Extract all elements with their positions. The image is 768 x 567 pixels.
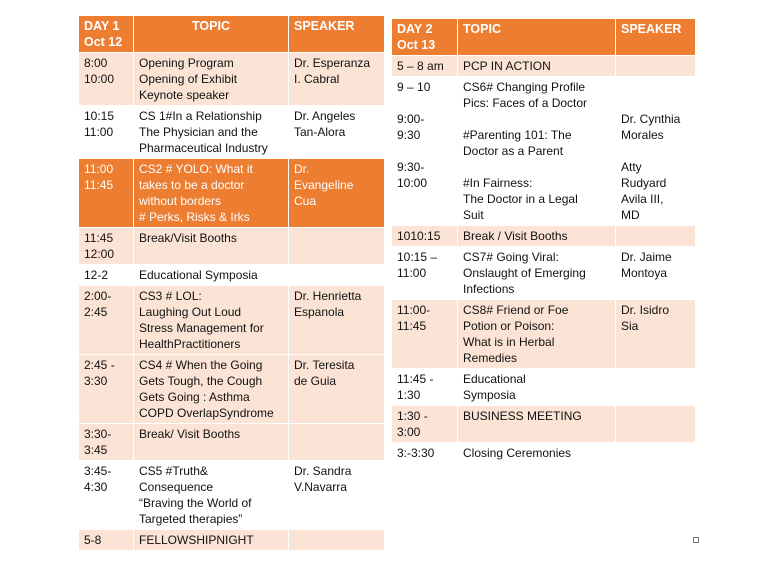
- day1-topic-cell: [134, 159, 289, 228]
- day1-topic-line: # Perks, Risks & Irks: [139, 210, 250, 224]
- day2-topic-line: Infections: [463, 282, 515, 296]
- day2-topic-line: CS8# Friend or Foe: [463, 303, 569, 317]
- day2-topic-cell: [458, 406, 616, 443]
- day1-time-line: 10:15: [84, 109, 115, 123]
- day2-time-line: 11:00: [397, 266, 427, 280]
- day2-speaker-line: Dr. Isidro: [621, 303, 670, 317]
- day2-topic-cell: [458, 300, 616, 369]
- day1-time-cell: [79, 53, 134, 106]
- day1-speaker-line: Cua: [294, 194, 317, 208]
- day2-topic-line: Symposia: [463, 388, 516, 402]
- day1-row: [79, 461, 385, 530]
- day2-time-line: 11:45 -: [397, 372, 434, 386]
- day2-row: [392, 300, 696, 369]
- day1-time-line: 4:30: [84, 480, 108, 494]
- day1-row: [79, 53, 385, 106]
- day1-time-line: 11:45: [84, 178, 114, 192]
- resize-handle[interactable]: [693, 537, 699, 543]
- day2-time-line: 11:00-: [397, 303, 431, 317]
- day1-speaker-line: Tan-Alora: [294, 125, 346, 139]
- day2-topic-line: [463, 111, 610, 127]
- day1-topic-line: Consequence: [139, 480, 214, 494]
- day2-date-label: Oct 13: [397, 38, 436, 52]
- day1-topic-line: Educational Symposia: [139, 268, 258, 282]
- day1-topic-line: Break/ Visit Booths: [139, 427, 241, 441]
- day2-header-topic: TOPIC: [458, 19, 616, 56]
- day2-topic-cell: [458, 77, 616, 226]
- day2-speaker-line: Avila III,: [621, 192, 664, 206]
- day1-topic-cell: [134, 424, 289, 461]
- day1-speaker-line: Espanola: [294, 305, 345, 319]
- day1-header-row: [79, 16, 385, 53]
- day1-topic-line: without borders: [139, 194, 222, 208]
- day1-row: [79, 228, 385, 265]
- day1-time-line: 11:00: [84, 162, 114, 176]
- day2-row: [392, 56, 696, 77]
- day1-topic-line: FELLOWSHIPNIGHT: [139, 533, 254, 547]
- day1-topic-line: Opening of Exhibit: [139, 72, 238, 86]
- day1-time-cell: [79, 530, 134, 551]
- day1-speaker-cell: [289, 286, 385, 355]
- day1-row: [79, 530, 385, 551]
- day1-topic-line: CS 1#In a Relationship: [139, 109, 262, 123]
- day2-time-line: [397, 143, 452, 159]
- day2-row: [392, 77, 696, 226]
- day1-topic-line: Opening Program: [139, 56, 234, 70]
- day1-row: [79, 265, 385, 286]
- day2-topic-cell: [458, 247, 616, 300]
- day2-topic-line: Doctor as a Parent: [463, 144, 564, 158]
- day2-day-label: DAY 2: [397, 22, 433, 36]
- day2-topic-line: BUSINESS MEETING: [463, 409, 582, 423]
- day1-speaker-cell: [289, 265, 385, 286]
- day2-topic-cell: [458, 226, 616, 247]
- day1-topic-line: HealthPractitioners: [139, 337, 241, 351]
- day2-topic-line: PCP IN ACTION: [463, 59, 551, 73]
- day1-time-line: 12:00: [84, 247, 115, 261]
- day2-topic-cell: [458, 443, 616, 464]
- day1-row: [79, 424, 385, 461]
- day2-time-line: [397, 95, 452, 111]
- day2-topic-line: CS7# Going Viral:: [463, 250, 559, 264]
- day2-time-line: 1:30 -: [397, 409, 428, 423]
- day1-topic-line: CS4 # When the Going: [139, 358, 263, 372]
- day1-topic-line: CS5 #Truth&: [139, 464, 208, 478]
- day2-time-line: 10:00: [397, 176, 428, 190]
- day1-topic-line: Pharmaceutical Industry: [139, 141, 268, 155]
- day1-time-cell: [79, 424, 134, 461]
- day1-time-line: 11:45: [84, 231, 114, 245]
- day1-day-label: DAY 1: [84, 19, 120, 33]
- day1-topic-cell: [134, 286, 289, 355]
- day1-topic-line: “Braving the World of: [139, 496, 252, 510]
- day1-topic-cell: [134, 228, 289, 265]
- day2-topic-line: Break / Visit Booths: [463, 229, 568, 243]
- day2-time-cell: [392, 369, 458, 406]
- day2-speaker-cell: [616, 247, 696, 300]
- day2-time-line: 1:30: [397, 388, 421, 402]
- day2-speaker-line: MD: [621, 208, 640, 222]
- day1-speaker-line: V.Navarra: [294, 480, 347, 494]
- day1-speaker-line: Evangeline: [294, 178, 354, 192]
- day2-time-cell: [392, 77, 458, 226]
- day1-time-cell: [79, 106, 134, 159]
- day1-speaker-cell: [289, 461, 385, 530]
- day2-speaker-line: Dr. Cynthia: [621, 112, 681, 126]
- day2-time-line: 3:-3:30: [397, 446, 435, 460]
- day1-topic-cell: [134, 53, 289, 106]
- day2-speaker-cell: [616, 56, 696, 77]
- day2-row: [392, 247, 696, 300]
- day2-time-line: 5 – 8 am: [397, 59, 444, 73]
- day2-time-line: 9:30: [397, 128, 421, 142]
- day2-time-line: 3:00: [397, 425, 421, 439]
- day2-topic-line: Educational: [463, 372, 526, 386]
- day1-speaker-cell: [289, 530, 385, 551]
- day2-header-row: [392, 19, 696, 56]
- day1-time-line: 3:30-: [84, 427, 112, 441]
- day2-time-cell: [392, 226, 458, 247]
- day1-header-topic: TOPIC: [134, 16, 289, 53]
- day1-topic-cell: [134, 530, 289, 551]
- day2-speaker-line: Montoya: [621, 266, 668, 280]
- day2-time-line: 9 – 10: [397, 80, 431, 94]
- day1-topic-cell: [134, 106, 289, 159]
- day2-speaker-line: Morales: [621, 128, 664, 142]
- day2-topic-line: What is in Herbal: [463, 335, 555, 349]
- day2-topic-line: Remedies: [463, 351, 518, 365]
- day1-speaker-cell: [289, 106, 385, 159]
- day1-time-line: 2:00-: [84, 289, 112, 303]
- day1-speaker-cell: [289, 53, 385, 106]
- day2-speaker-cell: [616, 226, 696, 247]
- day2-topic-line: #Parenting 101: The: [463, 128, 572, 142]
- day2-time-line: 9:00-: [397, 112, 425, 126]
- day1-row: [79, 106, 385, 159]
- day1-time-line: 12-2: [84, 268, 109, 282]
- day1-topic-line: Gets Tough, the Cough: [139, 374, 263, 388]
- day1-date-label: Oct 12: [84, 35, 123, 49]
- day2-speaker-cell: [616, 406, 696, 443]
- day1-speaker-line: de Guia: [294, 374, 337, 388]
- day1-topic-cell: [134, 461, 289, 530]
- day2-topic-line: Suit: [463, 208, 484, 222]
- day1-time-cell: [79, 265, 134, 286]
- day1-topic-line: Break/Visit Booths: [139, 231, 237, 245]
- day1-speaker-cell: [289, 228, 385, 265]
- day2-speaker-cell: [616, 443, 696, 464]
- day1-topic-line: Gets Going : Asthma: [139, 390, 250, 404]
- day1-speaker-line: I. Cabral: [294, 72, 340, 86]
- day2-speaker-line: Sia: [621, 319, 639, 333]
- day1-topic-line: The Physician and the: [139, 125, 258, 139]
- day2-time-cell: [392, 443, 458, 464]
- day2-speaker-cell: [616, 369, 696, 406]
- day2-row: [392, 226, 696, 247]
- day1-row: [79, 355, 385, 424]
- day1-time-line: 3:30: [84, 374, 108, 388]
- day1-time-line: 2:45: [84, 305, 108, 319]
- day2-topic-line: Onslaught of Emerging: [463, 266, 586, 280]
- day1-topic-line: Targeted therapies”: [139, 512, 243, 526]
- day2-row: [392, 369, 696, 406]
- day1-time-line: 8:00: [84, 56, 108, 70]
- day2-speaker-line: Rudyard: [621, 176, 667, 190]
- day2-speaker-line: [621, 143, 690, 159]
- day1-topic-line: Keynote speaker: [139, 88, 230, 102]
- day1-header-speaker: SPEAKER: [289, 16, 385, 53]
- day2-topic-line: Closing Ceremonies: [463, 446, 572, 460]
- day2-time-cell: [392, 56, 458, 77]
- day1-topic-line: CS2 # YOLO: What it: [139, 162, 253, 176]
- day1-time-line: 5-8: [84, 533, 102, 547]
- day1-speaker-line: Dr. Angeles: [294, 109, 356, 123]
- day1-time-cell: [79, 159, 134, 228]
- day1-row: [79, 159, 385, 228]
- day2-topic-line: Pics: Faces of a Doctor: [463, 96, 588, 110]
- day1-schedule-table: [78, 15, 385, 551]
- day2-topic-line: #In Fairness:: [463, 176, 533, 190]
- day1-topic-cell: [134, 265, 289, 286]
- day1-topic-line: COPD OverlapSyndrome: [139, 406, 274, 420]
- day1-topic-line: takes to be a doctor: [139, 178, 245, 192]
- day2-time-cell: [392, 247, 458, 300]
- day1-speaker-line: Dr. Esperanza: [294, 56, 371, 70]
- day1-row: [79, 286, 385, 355]
- day2-speaker-line: [621, 79, 690, 95]
- day2-header-speaker: SPEAKER: [616, 19, 696, 56]
- day1-speaker-cell: [289, 424, 385, 461]
- day2-schedule-table: [391, 18, 696, 464]
- day1-speaker-cell: [289, 159, 385, 228]
- day1-speaker-line: Dr. Teresita: [294, 358, 355, 372]
- day2-speaker-line: Atty: [621, 160, 642, 174]
- day2-speaker-cell: [616, 77, 696, 226]
- day2-time-line: 1010:15: [397, 229, 441, 243]
- day1-speaker-line: Dr. Sandra: [294, 464, 352, 478]
- day2-time-line: 11:45: [397, 319, 427, 333]
- day1-topic-line: CS3 # LOL:: [139, 289, 202, 303]
- day2-speaker-line: Dr. Jaime: [621, 250, 672, 264]
- day1-time-line: 10:00: [84, 72, 115, 86]
- day2-topic-line: Potion or Poison:: [463, 319, 555, 333]
- day1-speaker-cell: [289, 355, 385, 424]
- day2-time-line: 9:30-: [397, 160, 425, 174]
- day1-time-cell: [79, 286, 134, 355]
- day2-time-cell: [392, 300, 458, 369]
- day2-speaker-cell: [616, 300, 696, 369]
- day1-time-line: 3:45-: [84, 464, 112, 478]
- day2-topic-cell: [458, 56, 616, 77]
- day2-topic-line: The Doctor in a Legal: [463, 192, 578, 206]
- day1-topic-cell: [134, 355, 289, 424]
- day2-topic-line: [463, 159, 610, 175]
- day1-time-cell: [79, 355, 134, 424]
- day1-header-day: [79, 16, 134, 53]
- day1-time-line: 3:45: [84, 443, 108, 457]
- day2-time-line: 10:15 –: [397, 250, 438, 264]
- day1-time-line: 11:00: [84, 125, 114, 139]
- day1-time-cell: [79, 461, 134, 530]
- day1-topic-line: Laughing Out Loud: [139, 305, 242, 319]
- day1-speaker-line: Dr.: [294, 162, 310, 176]
- day2-speaker-line: [621, 95, 690, 111]
- day1-time-line: 2:45 -: [84, 358, 115, 372]
- day1-topic-line: Stress Management for: [139, 321, 264, 335]
- day2-row: [392, 443, 696, 464]
- day2-time-cell: [392, 406, 458, 443]
- day1-speaker-line: Dr. Henrietta: [294, 289, 362, 303]
- day2-row: [392, 406, 696, 443]
- day2-topic-line: CS6# Changing Profile: [463, 80, 586, 94]
- day2-topic-cell: [458, 369, 616, 406]
- day1-time-cell: [79, 228, 134, 265]
- day2-header-day: [392, 19, 458, 56]
